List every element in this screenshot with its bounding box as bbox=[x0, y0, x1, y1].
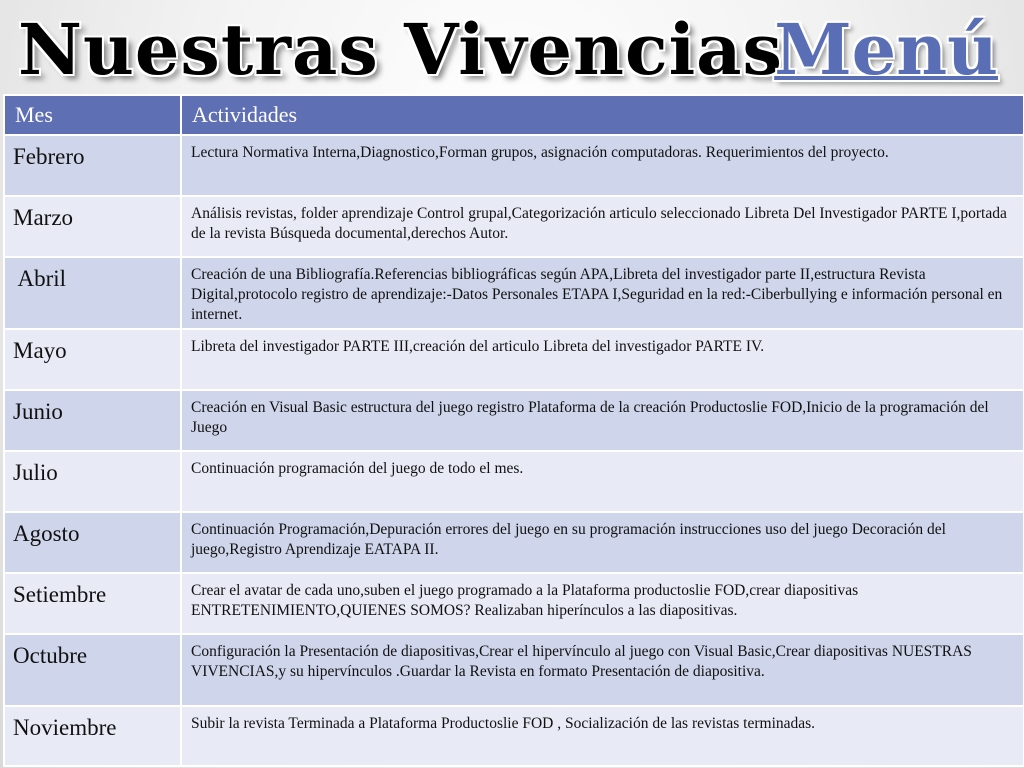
table-row bbox=[4, 512, 1024, 573]
month-cell: Febrero bbox=[4, 135, 181, 196]
activity-cell: Lectura Normativa Interna,Diagnostico,Forman grupos, asignación computadoras. Requerimientos del proyecto. bbox=[181, 135, 1024, 196]
activity-cell: Análisis revistas, folder aprendizaje Control grupal,Categorización articulo seleccionado Libreta Del Investigador PARTE I,portada de la revista Búsqueda documental,derechos Autor. bbox=[181, 196, 1024, 257]
table-header-row bbox=[4, 95, 1024, 135]
table-row bbox=[4, 706, 1024, 766]
table-row bbox=[4, 196, 1024, 257]
table-row bbox=[4, 257, 1024, 329]
month-cell: Octubre bbox=[4, 634, 181, 706]
activity-cell: Creación en Visual Basic estructura del juego registro Plataforma de la creación Productoslie FOD,Inicio de la programación del Juego bbox=[181, 390, 1024, 451]
activity-cell: Configuración la Presentación de diapositivas,Crear el hipervínculo al juego con Visual Basic,Crear diapositivas NUESTRAS VIVENCIAS,y su hipervínculos .Guardar la Revista en formato Presentación de diapositiva. bbox=[181, 634, 1024, 706]
activity-cell: Subir la revista Terminada a Plataforma Productoslie FOD , Socialización de las revistas terminadas. bbox=[181, 706, 1024, 766]
table-row bbox=[4, 329, 1024, 390]
table-row bbox=[4, 135, 1024, 196]
activity-cell: Creación de una Bibliografía.Referencias bibliográficas según APA,Libreta del investigador parte II,estructura Revista Digital,protocolo registro de aprendizaje:-Datos Personales ETAPA I,Seguridad en la red:-Ciberbullying e información personal en internet. bbox=[181, 257, 1024, 329]
month-cell: Junio bbox=[4, 390, 181, 451]
month-cell: Noviembre bbox=[4, 706, 181, 766]
month-cell: Marzo bbox=[4, 196, 181, 257]
activity-cell: Continuación Programación,Depuración errores del juego en su programación instrucciones uso del juego Decoración del juego,Registro Aprendizaje EATAPA II. bbox=[181, 512, 1024, 573]
month-cell: Setiembre bbox=[4, 573, 181, 634]
table-row bbox=[4, 634, 1024, 706]
column-header-actividades: Actividades bbox=[181, 95, 1024, 135]
month-cell: Mayo bbox=[4, 329, 181, 390]
page-title: Nuestras Vivencias bbox=[18, 8, 783, 91]
table-row bbox=[4, 390, 1024, 451]
table-row bbox=[4, 451, 1024, 512]
month-cell: Agosto bbox=[4, 512, 181, 573]
menu-link[interactable]: Menú bbox=[774, 8, 998, 91]
table-row bbox=[4, 573, 1024, 634]
activities-table bbox=[3, 94, 1024, 767]
activity-cell: Crear el avatar de cada uno,suben el juego programado a la Plataforma productoslie FOD,crear diapositivas ENTRETENIMIENTO,QUIENES SOMOS? Realizaban hiperínculos a las diapositivas. bbox=[181, 573, 1024, 634]
month-cell: Abril bbox=[4, 257, 181, 329]
activity-cell: Libreta del investigador PARTE III,creación del articulo Libreta del investigador PARTE IV. bbox=[181, 329, 1024, 390]
month-cell: Julio bbox=[4, 451, 181, 512]
column-header-mes: Mes bbox=[4, 95, 181, 135]
activity-cell: Continuación programación del juego de todo el mes. bbox=[181, 451, 1024, 512]
